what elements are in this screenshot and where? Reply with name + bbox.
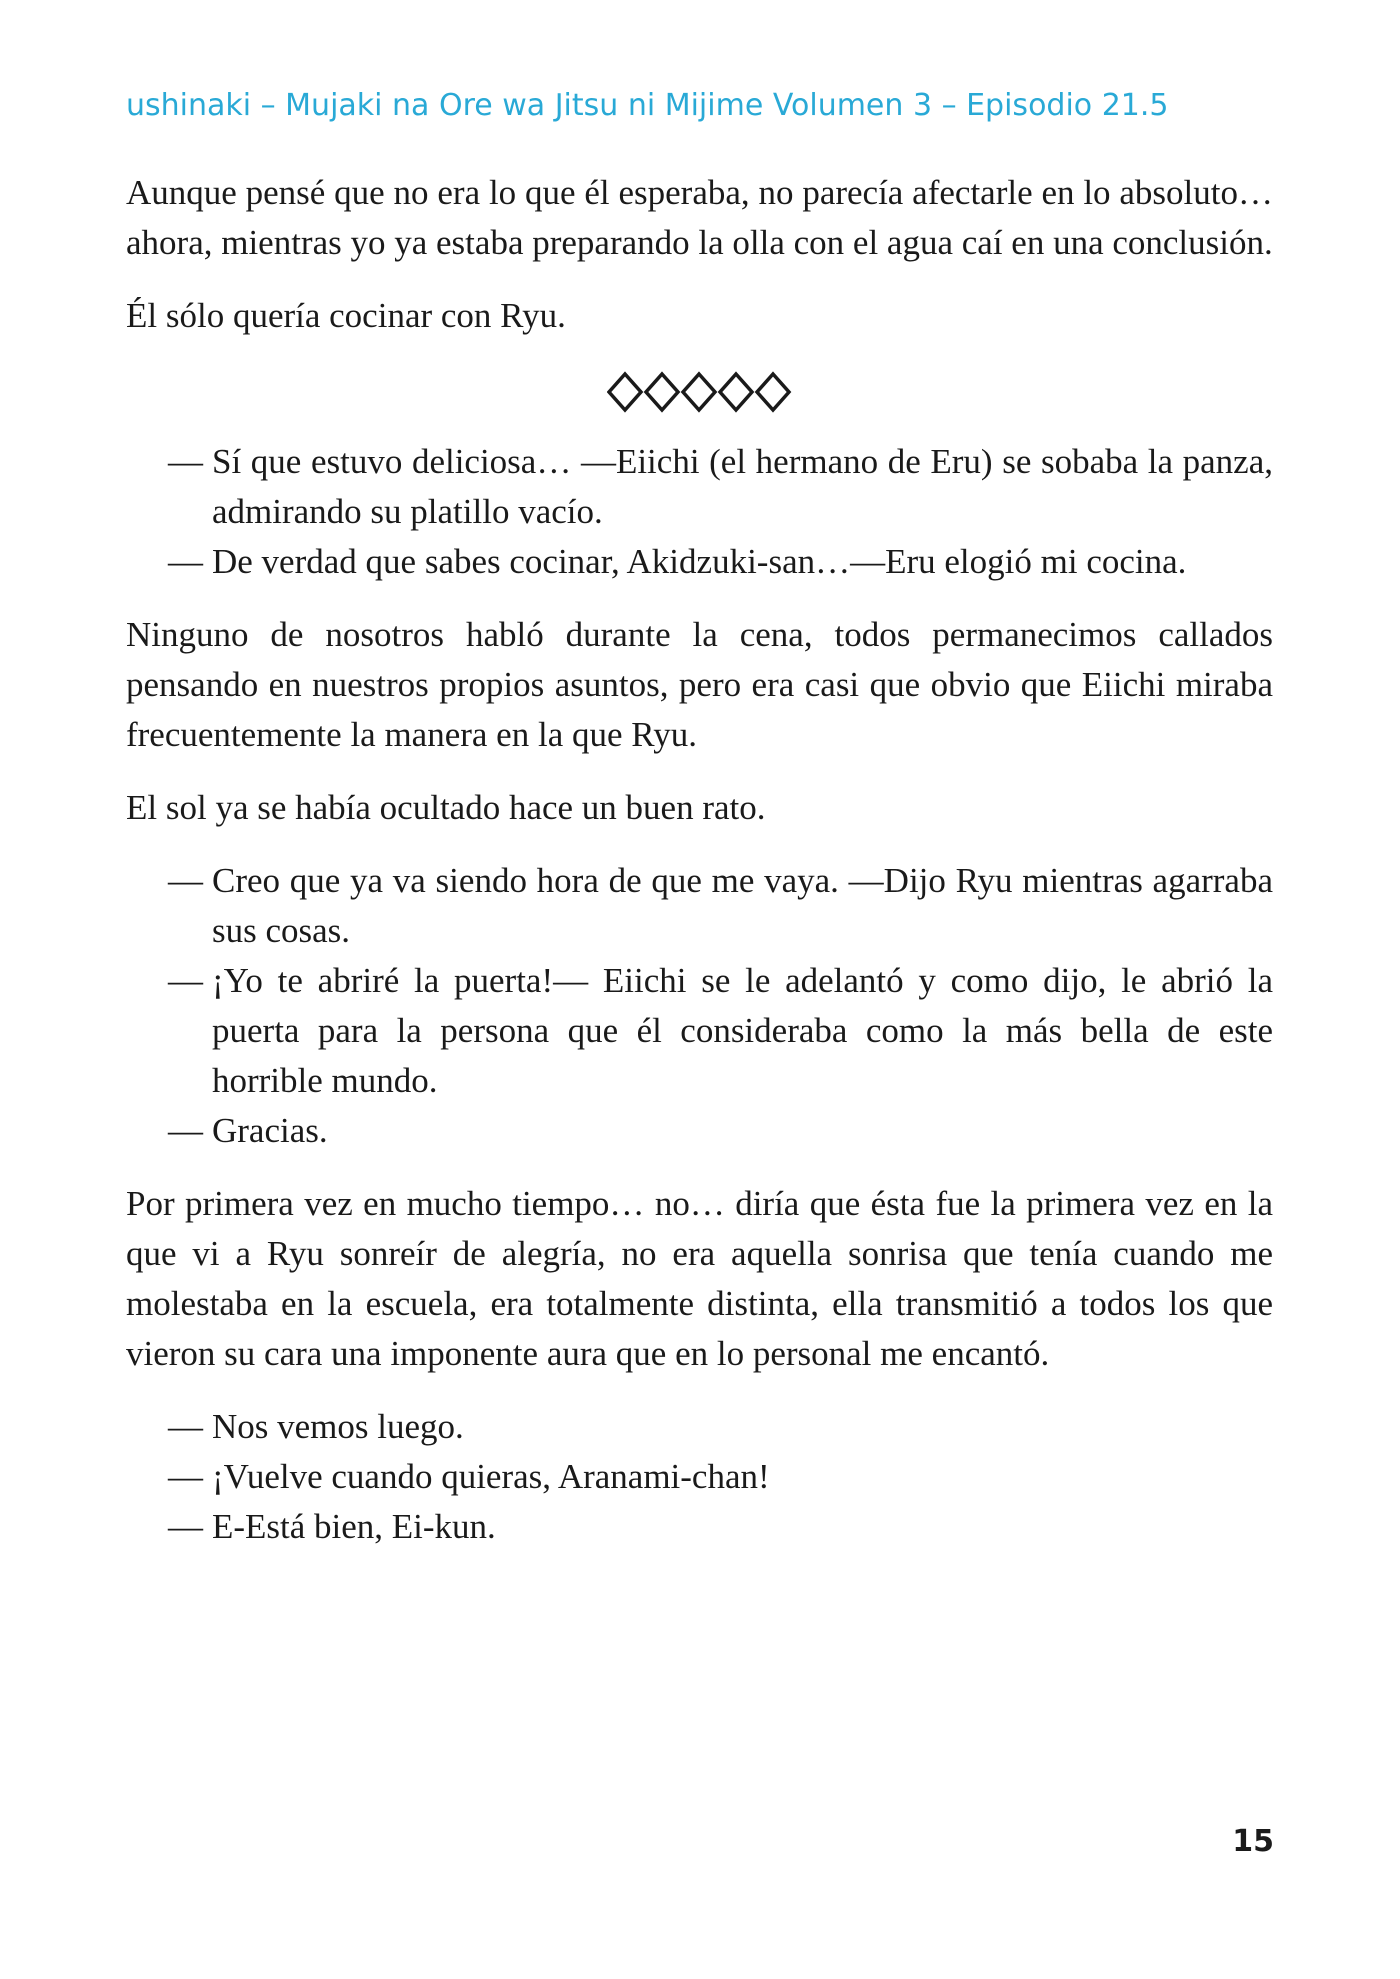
dialogue-dash: — bbox=[168, 442, 203, 481]
diamond-separator bbox=[126, 364, 1273, 414]
page-body bbox=[126, 168, 1273, 1575]
dialogue-text: Gracias. bbox=[212, 1111, 328, 1150]
dialogue-text: ¡Vuelve cuando quieras, Aranami-chan! bbox=[212, 1457, 770, 1496]
dialogue-line bbox=[126, 1502, 1273, 1552]
page-number: 15 bbox=[1232, 1824, 1274, 1859]
dialogue-text: Nos vemos luego. bbox=[212, 1407, 464, 1446]
dialogue-line bbox=[126, 956, 1273, 1106]
dialogue-dash: — bbox=[168, 1407, 203, 1446]
paragraph-4: El sol ya se había ocultado hace un buen rato. bbox=[126, 788, 766, 827]
dialogue-text: De verdad que sabes cocinar, Akidzuki-san…—Eru elogió mi cocina. bbox=[212, 542, 1187, 581]
dialogue-dash: — bbox=[168, 1507, 203, 1546]
dialogue-dash: — bbox=[168, 542, 203, 581]
dialogue-line bbox=[126, 1402, 1273, 1452]
dialogue-text: Sí que estuvo deliciosa… —Eiichi (el hermano de Eru) se sobaba la panza, admirando su platillo vacío. bbox=[212, 442, 1273, 531]
dialogue-dash: — bbox=[168, 1111, 203, 1150]
dialogue-block-1 bbox=[126, 437, 1273, 587]
dialogue-block-2 bbox=[126, 856, 1273, 1156]
dialogue-text: E-Está bien, Ei-kun. bbox=[212, 1507, 496, 1546]
page-header-title: ushinaki – Mujaki na Ore wa Jitsu ni Mijime Volumen 3 – Episodio 21.5 bbox=[126, 88, 1169, 123]
dialogue-text: ¡Yo te abriré la puerta!— Eiichi se le adelantó y como dijo, le abrió la puerta para la persona que él consideraba como la más bella de este horrible mundo. bbox=[212, 961, 1273, 1100]
dialogue-line bbox=[126, 1106, 1273, 1156]
paragraph-2: Él sólo quería cocinar con Ryu. bbox=[126, 296, 566, 335]
dialogue-dash: — bbox=[168, 961, 203, 1000]
dialogue-block-3 bbox=[126, 1402, 1273, 1552]
dialogue-line bbox=[126, 1452, 1273, 1502]
dialogue-line bbox=[126, 437, 1273, 537]
paragraph-5: Por primera vez en mucho tiempo… no… diría que ésta fue la primera vez en la que vi a Ryu sonreír de alegría, no era aquella sonrisa que tenía cuando me molestaba en la escuela, era totalmente distinta, ella transmitió a todos los que vieron su cara una imponente aura que en lo personal me encantó. bbox=[126, 1184, 1273, 1373]
dialogue-dash: — bbox=[168, 1457, 203, 1496]
paragraph-3: Ninguno de nosotros habló durante la cena, todos permanecimos callados pensando en nuestros propios asuntos, pero era casi que obvio que Eiichi miraba frecuentemente la manera en la que Ryu. bbox=[126, 615, 1273, 754]
dialogue-text: Creo que ya va siendo hora de que me vaya. —Dijo Ryu mientras agarraba sus cosas. bbox=[212, 861, 1273, 950]
dialogue-line bbox=[126, 856, 1273, 956]
diamond-separator-icon bbox=[607, 370, 793, 414]
paragraph-1: Aunque pensé que no era lo que él esperaba, no parecía afectarle en lo absoluto… ahora, mientras yo ya estaba preparando la olla con el agua caí en una conclusión. bbox=[126, 173, 1273, 262]
dialogue-line bbox=[126, 537, 1273, 587]
dialogue-dash: — bbox=[168, 861, 203, 900]
